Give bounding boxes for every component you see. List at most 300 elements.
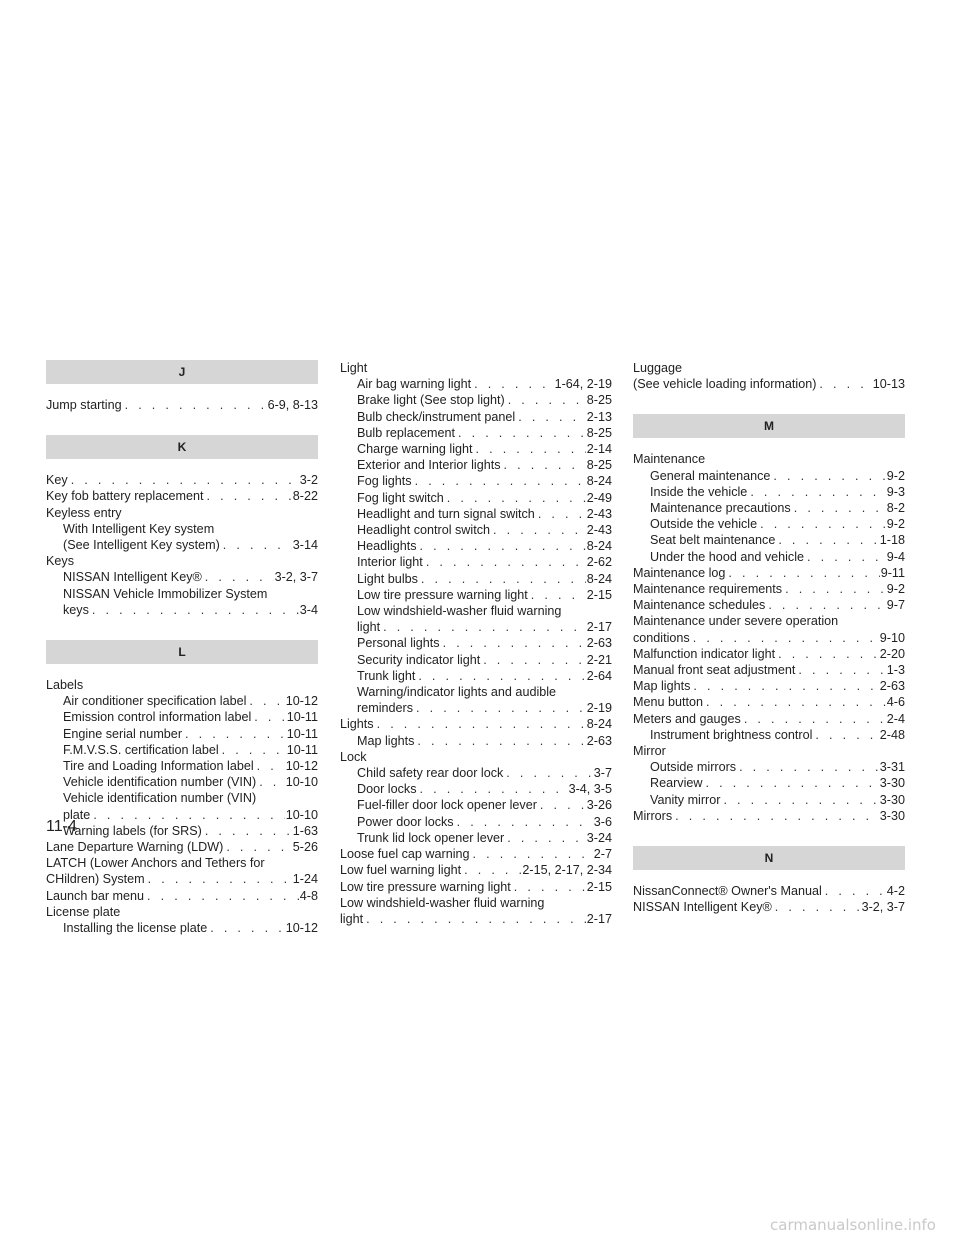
entry-label: Brake light (See stop light) (357, 393, 505, 408)
entry-label: plate (63, 807, 91, 822)
index-subheading: With Intelligent Key system (63, 521, 215, 536)
dot-leader (508, 392, 586, 408)
entry-label: Door locks (357, 782, 417, 797)
page-reference[interactable]: 3-4 (299, 602, 318, 617)
entry-label: light (357, 620, 381, 635)
page-reference[interactable]: 2-15, 2-17, 2-34 (522, 863, 612, 878)
index-entry (340, 846, 612, 862)
index-subentry (46, 774, 318, 790)
index-heading: Labels (46, 678, 84, 693)
page-reference[interactable]: 3-31 (879, 760, 905, 775)
dot-leader (778, 532, 878, 548)
dot-leader (458, 425, 586, 441)
page-reference[interactable]: 3-6 (593, 814, 612, 829)
dot-leader (205, 823, 292, 839)
entry-label: Loose fuel cap warning (340, 847, 470, 862)
dot-leader (92, 602, 299, 618)
entry-label: Air bag warning light (357, 377, 472, 392)
page-reference[interactable]: 2-14 (586, 442, 612, 457)
dot-leader (259, 774, 285, 790)
dot-leader (474, 376, 553, 392)
dot-leader (815, 727, 878, 743)
entry-label: Maintenance log (633, 565, 726, 580)
index-entry (46, 397, 318, 413)
entry-label: Trunk light (357, 668, 416, 683)
entry-label: Charge warning light (357, 442, 473, 457)
dot-leader (493, 522, 586, 538)
dot-leader (538, 506, 586, 522)
dot-leader (728, 565, 879, 581)
page-reference[interactable]: 3-2, 3-7 (861, 900, 905, 915)
entry-label: Headlight control switch (357, 523, 490, 538)
index-subentry (46, 823, 318, 839)
entry-label: Installing the license plate (63, 921, 208, 936)
index-heading: Lock (340, 749, 367, 764)
page-reference[interactable]: 2-7 (593, 847, 612, 862)
dot-leader (773, 468, 885, 484)
entry-label: Launch bar menu (46, 888, 145, 903)
index-entry (46, 488, 318, 504)
entry-label: Maintenance requirements (633, 582, 783, 597)
index-entry (633, 646, 905, 662)
dot-leader (383, 619, 586, 635)
page-reference[interactable]: 3-30 (879, 792, 905, 807)
dot-leader (443, 635, 586, 651)
index-entry (340, 879, 612, 895)
dot-leader (223, 537, 292, 553)
section-letter-header: K (46, 435, 318, 459)
index-entry (633, 662, 905, 678)
entry-label: Map lights (357, 733, 415, 748)
index-heading: Low windshield-washer fluid warning (340, 895, 545, 910)
page-reference[interactable]: 9-2 (886, 517, 905, 532)
index-subentry (340, 830, 612, 846)
page-reference[interactable]: 2-17 (586, 911, 612, 926)
index-entry (633, 581, 905, 597)
index-subentry (340, 506, 612, 522)
entry-label: Instrument brightness control (650, 727, 813, 742)
page-reference[interactable]: 2-62 (586, 555, 612, 570)
index-subentry (340, 538, 612, 554)
entry-label: Power door locks (357, 814, 454, 829)
dot-leader (744, 711, 886, 727)
index-entry (46, 472, 318, 488)
index-subentry (340, 554, 612, 570)
index-subheading: Low windshield-washer fluid warning (357, 604, 562, 619)
index-entry (633, 630, 905, 646)
page-reference[interactable]: 2-63 (586, 733, 612, 748)
index-subentry (633, 549, 905, 565)
index-subentry (46, 693, 318, 709)
dot-leader (778, 646, 879, 662)
entry-label: Tire and Loading Information label (63, 759, 254, 774)
index-subentry (340, 652, 612, 668)
index-subentry (340, 409, 612, 425)
index-entry (633, 899, 905, 915)
page-reference[interactable]: 9-3 (886, 484, 905, 499)
page-reference[interactable]: 8-2 (886, 501, 905, 516)
entry-label: Inside the vehicle (650, 484, 748, 499)
page-reference[interactable]: 5-26 (292, 840, 318, 855)
entry-label: Maintenance precautions (650, 501, 791, 516)
entry-label: keys (63, 602, 89, 617)
index-entry (46, 888, 318, 904)
dot-leader (706, 775, 879, 791)
page-reference[interactable]: 8-24 (586, 474, 612, 489)
entry-label: Maintenance schedules (633, 598, 766, 613)
entry-label: Air conditioner specification label (63, 694, 247, 709)
page-reference[interactable]: 2-64 (586, 668, 612, 683)
watermark-link[interactable]: carmanualsonline.info (770, 1216, 936, 1234)
entry-label: Key fob battery replacement (46, 489, 204, 504)
page-reference[interactable]: 8-25 (586, 425, 612, 440)
index-subentry (46, 742, 318, 758)
index-entry (340, 716, 612, 732)
index-heading: LATCH (Lower Anchors and Tethers for (46, 856, 265, 871)
page-reference[interactable]: 8-22 (292, 489, 318, 504)
page-reference[interactable]: 10-12 (285, 694, 318, 709)
page-reference[interactable]: 2-20 (879, 646, 905, 661)
index-subentry (633, 516, 905, 532)
index-subentry (340, 587, 612, 603)
page-reference[interactable]: 9-2 (886, 582, 905, 597)
page-reference[interactable]: 2-19 (586, 701, 612, 716)
index-entry (633, 694, 905, 710)
entry-label: Personal lights (357, 636, 440, 651)
page-reference[interactable]: 9-10 (879, 630, 905, 645)
index-heading: Maintenance (633, 452, 706, 467)
dot-leader (416, 700, 586, 716)
index-heading: Keyless entry (46, 505, 122, 520)
index-entry (633, 808, 905, 824)
index-subentry (46, 709, 318, 725)
dot-leader (418, 668, 585, 684)
page-reference[interactable]: 3-30 (879, 808, 905, 823)
dot-leader (207, 488, 292, 504)
entry-label: Seat belt maintenance (650, 533, 776, 548)
dot-leader (798, 662, 885, 678)
entry-label: Fuel-filler door lock opener lever (357, 798, 537, 813)
index-subheading: Warning/indicator lights and audible (357, 685, 557, 700)
index-subentry (340, 814, 612, 830)
index-heading: License plate (46, 904, 121, 919)
entry-label: Trunk lid lock opener lever (357, 830, 505, 845)
entry-label: Meters and gauges (633, 711, 741, 726)
index-entry (633, 597, 905, 613)
entry-label: Engine serial number (63, 726, 183, 741)
index-subentry (633, 532, 905, 548)
entry-label: Lane Departure Warning (LDW) (46, 840, 224, 855)
entry-label: NISSAN Intelligent Key® (633, 900, 772, 915)
entry-label: Manual front seat adjustment (633, 663, 796, 678)
index-subentry (340, 457, 612, 473)
dot-leader (457, 814, 593, 830)
index-subentry (340, 425, 612, 441)
page-reference[interactable]: 10-12 (285, 921, 318, 936)
dot-leader (125, 397, 267, 413)
entry-label: Low fuel warning light (340, 863, 462, 878)
entry-label: conditions (633, 630, 690, 645)
dot-leader (257, 758, 285, 774)
dot-leader (819, 376, 871, 392)
page-reference[interactable]: 3-26 (586, 798, 612, 813)
page-reference[interactable]: 1-18 (879, 533, 905, 548)
index-subentry (340, 635, 612, 651)
page-reference[interactable]: 3-2 (299, 473, 318, 488)
page-reference[interactable]: 3-4, 3-5 (568, 782, 612, 797)
page-reference[interactable]: 8-25 (586, 393, 612, 408)
dot-leader (210, 920, 285, 936)
entry-label: Headlight and turn signal switch (357, 506, 535, 521)
dot-leader (421, 571, 586, 587)
index-subentry (340, 490, 612, 506)
dot-leader (693, 630, 879, 646)
page-reference[interactable]: 10-11 (286, 742, 318, 757)
page-reference[interactable]: 9-11 (880, 565, 905, 580)
page-reference[interactable]: 1-64, 2-19 (554, 377, 612, 392)
dot-leader (205, 569, 274, 585)
entry-label: Child safety rear door lock (357, 766, 504, 781)
index-subentry (340, 392, 612, 408)
page-reference[interactable]: 4-8 (299, 888, 318, 903)
page-reference[interactable]: 10-12 (285, 759, 318, 774)
dot-leader (794, 500, 886, 516)
entry-label: Lights (340, 717, 374, 732)
entry-label: CHildren) System (46, 872, 145, 887)
page-reference[interactable]: 1-24 (292, 872, 318, 887)
entry-label: Emission control information label (63, 710, 252, 725)
section-letter-header: N (633, 846, 905, 870)
dot-leader (226, 839, 291, 855)
index-subentry (633, 468, 905, 484)
section-letter-header: M (633, 414, 905, 438)
entry-label: NISSAN Intelligent Key® (63, 570, 202, 585)
dot-leader (476, 441, 586, 457)
entry-label: Fog lights (357, 474, 412, 489)
entry-label: Bulb check/instrument panel (357, 409, 516, 424)
index-column-3 (633, 360, 905, 915)
dot-leader (706, 694, 886, 710)
index-subentry (633, 484, 905, 500)
dot-leader (185, 726, 286, 742)
index-column-1 (46, 360, 318, 936)
index-entry (633, 376, 905, 392)
entry-label: Interior light (357, 555, 423, 570)
dot-leader (693, 678, 878, 694)
index-subheading: Vehicle identification number (VIN) (63, 791, 257, 806)
dot-leader (415, 473, 586, 489)
entry-label: Low tire pressure warning light (357, 587, 528, 602)
index-entry (46, 839, 318, 855)
entry-label: (See Intelligent Key system) (63, 538, 220, 553)
index-subentry (340, 571, 612, 587)
index-subentry (46, 602, 318, 618)
dot-leader (540, 797, 586, 813)
page-number: 11-4 (46, 818, 77, 835)
page-reference[interactable]: 2-48 (879, 727, 905, 742)
index-entry (633, 883, 905, 899)
entry-label: General maintenance (650, 468, 771, 483)
entry-label: Under the hood and vehicle (650, 549, 805, 564)
dot-leader (377, 716, 586, 732)
index-subentry (340, 765, 612, 781)
index-subentry (340, 797, 612, 813)
index-heading: Light (340, 361, 368, 375)
entry-label: Light bulbs (357, 571, 418, 586)
entry-label: Map lights (633, 679, 691, 694)
page-reference[interactable]: 2-63 (879, 679, 905, 694)
page-reference[interactable]: 2-13 (586, 409, 612, 424)
dot-leader (71, 472, 299, 488)
page-reference[interactable]: 6-9, 8-13 (267, 398, 318, 412)
page-reference[interactable]: 9-2 (886, 468, 905, 483)
page-reference[interactable]: 8-24 (586, 571, 612, 586)
dot-leader (420, 538, 586, 554)
page-reference[interactable]: 8-24 (586, 717, 612, 732)
dot-leader (723, 792, 878, 808)
index-subentry (46, 758, 318, 774)
dot-leader (222, 742, 286, 758)
index-subentry (340, 668, 612, 684)
dot-leader (254, 709, 285, 725)
dot-leader (249, 693, 284, 709)
index-subentry (340, 619, 612, 635)
dot-leader (507, 830, 586, 846)
page-reference[interactable]: 2-43 (586, 523, 612, 538)
page-reference[interactable]: 3-30 (879, 776, 905, 791)
entry-label: Outside mirrors (650, 760, 737, 775)
dot-leader (750, 484, 885, 500)
index-entry (633, 711, 905, 727)
dot-leader (93, 807, 284, 823)
page-reference[interactable]: 4-2 (886, 884, 905, 899)
dot-leader (768, 597, 885, 613)
entry-label: Outside the vehicle (650, 517, 758, 532)
index-subentry (633, 727, 905, 743)
section-letter-header: J (46, 360, 318, 384)
index-entry (633, 678, 905, 694)
page-reference[interactable]: 2-43 (586, 506, 612, 521)
entry-label: Key (46, 473, 68, 488)
page-reference[interactable]: 2-49 (586, 490, 612, 505)
index-subentry (340, 376, 612, 392)
entry-label: Menu button (633, 695, 704, 710)
index-entry (633, 565, 905, 581)
index-subentry (633, 775, 905, 791)
page-reference[interactable]: 1-63 (292, 823, 318, 838)
index-subentry (46, 569, 318, 585)
entry-label: light (340, 911, 364, 926)
page-reference[interactable]: 8-24 (586, 539, 612, 554)
dot-leader (675, 808, 879, 824)
index-subentry (340, 522, 612, 538)
index-entry (46, 871, 318, 887)
entry-label: Jump starting (46, 398, 122, 412)
index-entry (340, 911, 612, 927)
index-subheading: NISSAN Vehicle Immobilizer System (63, 586, 268, 601)
entry-label: Warning labels (for SRS) (63, 823, 202, 838)
dot-leader (504, 457, 586, 473)
dot-leader (514, 879, 586, 895)
page-reference[interactable]: 3-7 (593, 766, 612, 781)
entry-label: Mirrors (633, 808, 673, 823)
index-subentry (46, 807, 318, 823)
page-reference[interactable]: 1-3 (886, 663, 905, 678)
page-reference[interactable]: 2-15 (586, 879, 612, 894)
page-reference[interactable]: 8-25 (586, 458, 612, 473)
entry-label: Low tire pressure warning light (340, 879, 511, 894)
index-subentry (633, 759, 905, 775)
page-reference[interactable]: 3-24 (586, 830, 612, 845)
dot-leader (447, 490, 586, 506)
page-reference[interactable]: 2-17 (586, 620, 612, 635)
index-subentry (340, 733, 612, 749)
entry-label: Exterior and Interior lights (357, 458, 501, 473)
dot-leader (518, 409, 586, 425)
page-reference[interactable]: 10-11 (286, 726, 318, 741)
index-heading: Maintenance under severe operation (633, 614, 839, 629)
page-reference[interactable]: 2-63 (586, 636, 612, 651)
dot-leader (807, 549, 886, 565)
dot-leader (420, 781, 568, 797)
page-reference[interactable]: 10-13 (872, 377, 905, 392)
dot-leader (483, 652, 586, 668)
entry-label: NissanConnect® Owner's Manual (633, 884, 822, 899)
index-heading: Mirror (633, 744, 666, 759)
page-reference[interactable]: 3-14 (292, 538, 318, 553)
page-reference[interactable]: 10-11 (286, 710, 318, 725)
index-subentry (633, 500, 905, 516)
entry-label: Fog light switch (357, 490, 444, 505)
entry-label: F.M.V.S.S. certification label (63, 742, 219, 757)
page-reference[interactable]: 9-4 (886, 549, 905, 564)
page-reference[interactable]: 3-2, 3-7 (274, 570, 318, 585)
entry-label: Vanity mirror (650, 792, 721, 807)
dot-leader (775, 899, 861, 915)
index-subentry (340, 441, 612, 457)
index-heading: Keys (46, 554, 74, 569)
entry-label: reminders (357, 701, 413, 716)
dot-leader (760, 516, 886, 532)
page-reference[interactable]: 2-4 (886, 711, 905, 726)
entry-label: Rearview (650, 776, 703, 791)
dot-leader (366, 911, 586, 927)
dot-leader (464, 862, 521, 878)
dot-leader (148, 871, 292, 887)
index-column-2 (340, 360, 612, 927)
section-letter-header: L (46, 640, 318, 664)
index-subentry (46, 920, 318, 936)
entry-label: Bulb replacement (357, 425, 456, 440)
dot-leader (785, 581, 886, 597)
page-reference[interactable]: 2-21 (586, 652, 612, 667)
index-entry (340, 862, 612, 878)
dot-leader (739, 759, 879, 775)
dot-leader (506, 765, 593, 781)
entry-label: Headlights (357, 539, 417, 554)
page-reference[interactable]: 2-15 (586, 587, 612, 602)
page-reference[interactable]: 4-6 (886, 695, 905, 710)
page-reference[interactable]: 9-7 (886, 598, 905, 613)
entry-label: Security indicator light (357, 652, 481, 667)
entry-label: Vehicle identification number (VIN) (63, 775, 257, 790)
dot-leader (531, 587, 586, 603)
page-reference[interactable]: 10-10 (285, 775, 318, 790)
dot-leader (426, 554, 586, 570)
index-subentry (340, 781, 612, 797)
page-reference[interactable]: 10-10 (285, 807, 318, 822)
dot-leader (147, 888, 299, 904)
